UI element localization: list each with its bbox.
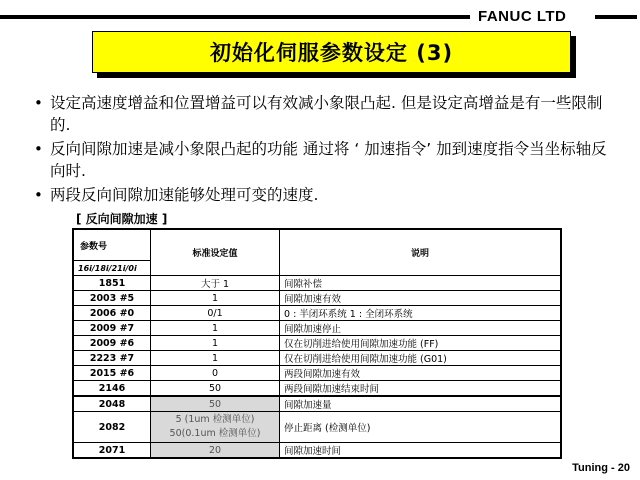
cell-desc: 间隙加速有效 [280, 291, 562, 306]
table-caption: [ 反向间隙加速 ] [76, 212, 168, 226]
cell-desc: 间隙补偿 [280, 276, 562, 291]
table-row [73, 321, 561, 336]
cell-desc: 仅在切削进给使用间隙加速功能 (G01) [280, 351, 562, 366]
cell-param: 1851 [73, 276, 151, 291]
header-param-sub: 16i/18i/21i/0i [73, 261, 151, 276]
bullet-item [28, 184, 618, 206]
cell-desc: 停止距离 (检测单位) [280, 412, 562, 443]
cell-desc: 间隙加速量 [280, 396, 562, 412]
table-header-row [73, 229, 561, 261]
cell-std: 0 [151, 366, 280, 381]
cell-std-multi [151, 412, 280, 443]
cell-std: 1 [151, 351, 280, 366]
cell-param: 2006 #0 [73, 306, 151, 321]
bullet-text: 反向间隙加速是减小象限凸起的功能 通过将 ‘ 加速指令’ 加到速度指令当坐标轴反向时. [50, 140, 607, 180]
cell-param: 2003 #5 [73, 291, 151, 306]
header-std: 标准设定值 [151, 229, 280, 276]
cell-param: 2082 [73, 412, 151, 443]
table-row [73, 396, 561, 412]
header-desc: 说明 [280, 229, 562, 276]
cell-std: 20 [151, 443, 280, 459]
cell-param: 2009 #7 [73, 321, 151, 336]
bullet-dot-icon: • [34, 186, 43, 204]
table-row [73, 381, 561, 397]
table-row [73, 276, 561, 291]
table-row [73, 336, 561, 351]
title-box [92, 31, 571, 73]
cell-desc: 两段间隙加速有效 [280, 366, 562, 381]
table-row [73, 351, 561, 366]
cell-param: 2071 [73, 443, 151, 459]
header-rule-left [0, 15, 470, 19]
table-row [73, 366, 561, 381]
cell-param: 2009 #6 [73, 336, 151, 351]
bullet-item [28, 92, 618, 136]
table-row [73, 291, 561, 306]
page-title: 初始化伺服参数设定 (3) [209, 41, 454, 65]
cell-std: 50 [151, 381, 280, 397]
cell-std: 1 [151, 336, 280, 351]
cell-std: 1 [151, 321, 280, 336]
table-row [73, 443, 561, 459]
cell-param: 2015 #6 [73, 366, 151, 381]
bullet-list [28, 92, 618, 208]
cell-param: 2223 #7 [73, 351, 151, 366]
header-rule-right [595, 15, 637, 19]
cell-std: 1 [151, 291, 280, 306]
cell-std-line-1: 5 (1um 检测单位) [175, 414, 255, 425]
bullet-item [28, 138, 618, 182]
bullet-text: 设定高速度增益和位置增益可以有效减小象限凸起. 但是设定高增益是有一些限制的. [50, 94, 603, 134]
header-param: 参数号 [73, 229, 151, 261]
cell-std: 0/1 [151, 306, 280, 321]
header-bar [0, 8, 640, 28]
cell-desc: 两段间隙加速结束时间 [280, 381, 562, 397]
page-number: Tuning - 20 [572, 462, 630, 474]
cell-param: 2146 [73, 381, 151, 397]
brand-label: FANUC LTD [478, 8, 567, 25]
cell-desc: 间隙加速时间 [280, 443, 562, 459]
cell-desc: 0 : 半闭环系统 1 : 全闭环系统 [280, 306, 562, 321]
cell-desc: 仅在切削进给使用间隙加速功能 (FF) [280, 336, 562, 351]
cell-param: 2048 [73, 396, 151, 412]
bullet-dot-icon: • [34, 140, 43, 158]
cell-desc: 间隙加速停止 [280, 321, 562, 336]
parameter-table [72, 228, 562, 459]
table-row [73, 306, 561, 321]
cell-std: 大于 1 [151, 276, 280, 291]
cell-std: 50 [151, 396, 280, 412]
cell-std-line-2: 50(0.1um 检测单位) [169, 428, 261, 439]
table-row [73, 412, 561, 443]
bullet-dot-icon: • [34, 94, 43, 112]
bullet-text: 两段反向间隙加速能够处理可变的速度. [50, 186, 319, 204]
